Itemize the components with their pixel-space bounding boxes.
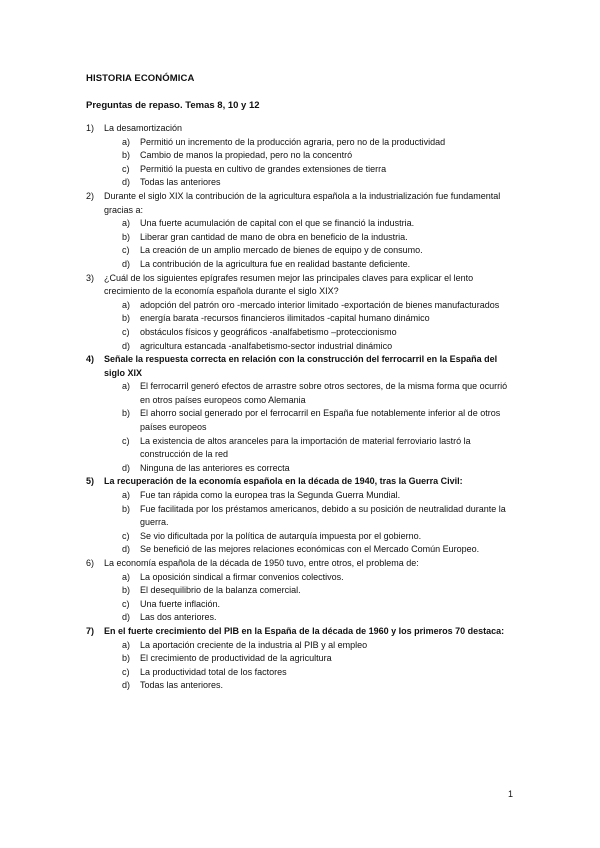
answer-options	[104, 217, 518, 271]
option-text: Ninguna de las anteriores es correcta	[140, 462, 290, 473]
option-letter: b)	[122, 313, 131, 324]
question-item	[86, 122, 518, 190]
question-text: En el fuerte crecimiento del PIB en la España de la década de 1960 y los primeros 70 destaca:	[104, 625, 505, 636]
question-number: 5)	[86, 476, 95, 487]
option-text: Se vio dificultada por la política de autarquía impuesta por el gobierno.	[140, 530, 422, 541]
option-text: La creación de un amplio mercado de bienes de equipo y de consumo.	[140, 245, 423, 256]
answer-option	[104, 639, 518, 653]
answer-option	[104, 149, 518, 163]
question-item	[86, 272, 518, 354]
answer-option	[104, 176, 518, 190]
option-letter: b)	[122, 231, 131, 242]
option-letter: c)	[122, 530, 130, 541]
option-text: La aportación creciente de la industria al PIB y al empleo	[140, 639, 368, 650]
answer-option	[104, 299, 518, 313]
answer-option	[104, 163, 518, 177]
question-text: Durante el siglo XIX la contribución de la agricultura española a la industrialización fue fundamental gracias a:	[104, 190, 501, 215]
answer-option	[104, 530, 518, 544]
option-text: La productividad total de los factores	[140, 666, 287, 677]
document-title: HISTORIA ECONÓMICA	[86, 73, 195, 84]
answer-option	[104, 543, 518, 557]
answer-option	[104, 462, 518, 476]
question-item	[86, 353, 518, 475]
question-text: ¿Cuál de los siguientes epígrafes resumen mejor las principales claves para explicar el lento crecimiento de la economía española durante el siglo XIX?	[104, 272, 474, 297]
question-number: 2)	[86, 190, 95, 201]
question-item	[86, 190, 518, 272]
question-item	[86, 475, 518, 557]
option-text: Se benefició de las mejores relaciones económicas con el Mercado Común Europeo.	[140, 544, 480, 555]
option-text: adopción del patrón oro -mercado interior limitado -exportación de bienes manufacturados	[140, 299, 500, 310]
option-text: Fue tan rápida como la europea tras la Segunda Guerra Mundial.	[140, 490, 401, 501]
option-letter: d)	[122, 544, 131, 555]
option-text: Cambio de manos la propiedad, pero no la concentró	[140, 150, 353, 161]
option-text: El ferrocarril generó efectos de arrastre sobre otros sectores, de la misma forma que ocurrió en otros países europeos como Alemania	[140, 381, 508, 405]
question-number: 6)	[86, 558, 95, 568]
option-text: El desequilibrio de la balanza comercial.	[140, 585, 301, 596]
option-text: agricultura estancada -analfabetismo-sector industrial dinámico	[140, 340, 393, 351]
option-text: El ahorro social generado por el ferrocarril en España fue notablemente inferior al de otros países europeos	[140, 408, 501, 433]
answer-option	[104, 489, 518, 503]
answer-options	[104, 639, 518, 693]
option-text: obstáculos físicos y geográficos -analfabetismo –proteccionismo	[140, 326, 397, 337]
question-number: 3)	[86, 272, 95, 283]
answer-option	[104, 326, 518, 340]
option-letter: b)	[122, 653, 131, 664]
answer-option	[104, 231, 518, 245]
answer-option	[104, 217, 518, 231]
answer-options	[104, 136, 518, 190]
answer-option	[104, 611, 518, 625]
answer-option	[104, 679, 518, 693]
option-text: Permitió un incremento de la producción agraria, pero no de la productividad	[140, 136, 446, 147]
answer-options	[104, 571, 518, 625]
option-letter: a)	[122, 218, 131, 229]
option-letter: c)	[122, 245, 130, 256]
option-text: Una fuerte acumulación de capital con el que se financió la industria.	[140, 218, 415, 229]
question-text: La desamortización	[104, 123, 183, 133]
page-number: 1	[508, 789, 514, 799]
answer-option	[104, 312, 518, 326]
option-text: La contribución de la agricultura fue en realidad bastante deficiente.	[140, 258, 411, 269]
question-number: 4)	[86, 354, 95, 365]
option-letter: b)	[122, 408, 131, 419]
option-letter: a)	[122, 299, 131, 310]
option-letter: a)	[122, 136, 131, 147]
option-text: La oposición sindical a firmar convenios colectivos.	[140, 571, 344, 582]
option-text: Liberar gran cantidad de mano de obra en beneficio de la industria.	[140, 231, 408, 242]
option-letter: b)	[122, 150, 131, 161]
answer-option	[104, 407, 518, 434]
option-letter: a)	[122, 490, 131, 501]
option-letter: b)	[122, 503, 131, 514]
question-number: 1)	[86, 123, 95, 133]
option-text: Una fuerte inflación.	[140, 598, 221, 609]
question-text: La recuperación de la economía española en la década de 1940, tras la Guerra Civil:	[104, 476, 463, 487]
option-letter: d)	[122, 612, 131, 623]
answer-option	[104, 244, 518, 258]
option-text: La existencia de altos aranceles para la importación de material ferroviario lastró la construcción de la red	[140, 435, 471, 460]
answer-options	[104, 489, 518, 557]
option-letter: c)	[122, 598, 130, 609]
answer-option	[104, 666, 518, 680]
answer-option	[104, 571, 518, 585]
answer-option	[104, 503, 518, 530]
question-item	[86, 625, 518, 693]
question-number: 7)	[86, 625, 95, 636]
option-text: Permitió la puesta en cultivo de grandes extensiones de tierra	[140, 163, 387, 174]
answer-option	[104, 380, 518, 407]
answer-option	[104, 136, 518, 150]
answer-options	[104, 299, 518, 353]
option-letter: d)	[122, 177, 131, 188]
document-subtitle: Preguntas de repaso. Temas 8, 10 y 12	[86, 100, 260, 111]
option-letter: c)	[122, 326, 130, 337]
option-letter: a)	[122, 381, 131, 392]
option-letter: a)	[122, 571, 131, 582]
answer-option	[104, 652, 518, 666]
option-text: energía barata -recursos financieros ilimitados -capital humano dinámico	[140, 313, 430, 324]
option-text: Las dos anteriores.	[140, 612, 217, 623]
option-letter: c)	[122, 435, 130, 446]
answer-option	[104, 598, 518, 612]
option-text: Fue facilitada por los préstamos americanos, debido a su posición de neutralidad durante la guerra.	[140, 503, 506, 528]
option-text: El crecimiento de productividad de la agricultura	[140, 653, 332, 664]
option-letter: b)	[122, 585, 131, 596]
question-text: La economía española de la década de 1950 tuvo, entre otros, el problema de:	[104, 558, 419, 568]
answer-option	[104, 584, 518, 598]
option-text: Todas las anteriores.	[140, 680, 224, 691]
question-text: Señale la respuesta correcta en relación con la construcción del ferrocarril en la España del siglo XIX	[104, 354, 498, 378]
answer-option	[104, 340, 518, 354]
answer-options	[104, 380, 518, 475]
answer-option	[104, 435, 518, 462]
question-item	[86, 557, 518, 625]
option-letter: a)	[122, 639, 131, 650]
option-text: Todas las anteriores	[140, 177, 221, 188]
option-letter: d)	[122, 340, 131, 351]
question-list	[86, 122, 518, 693]
option-letter: c)	[122, 163, 130, 174]
answer-option	[104, 258, 518, 272]
option-letter: c)	[122, 666, 130, 677]
option-letter: d)	[122, 258, 131, 269]
option-letter: d)	[122, 680, 131, 691]
option-letter: d)	[122, 462, 131, 473]
